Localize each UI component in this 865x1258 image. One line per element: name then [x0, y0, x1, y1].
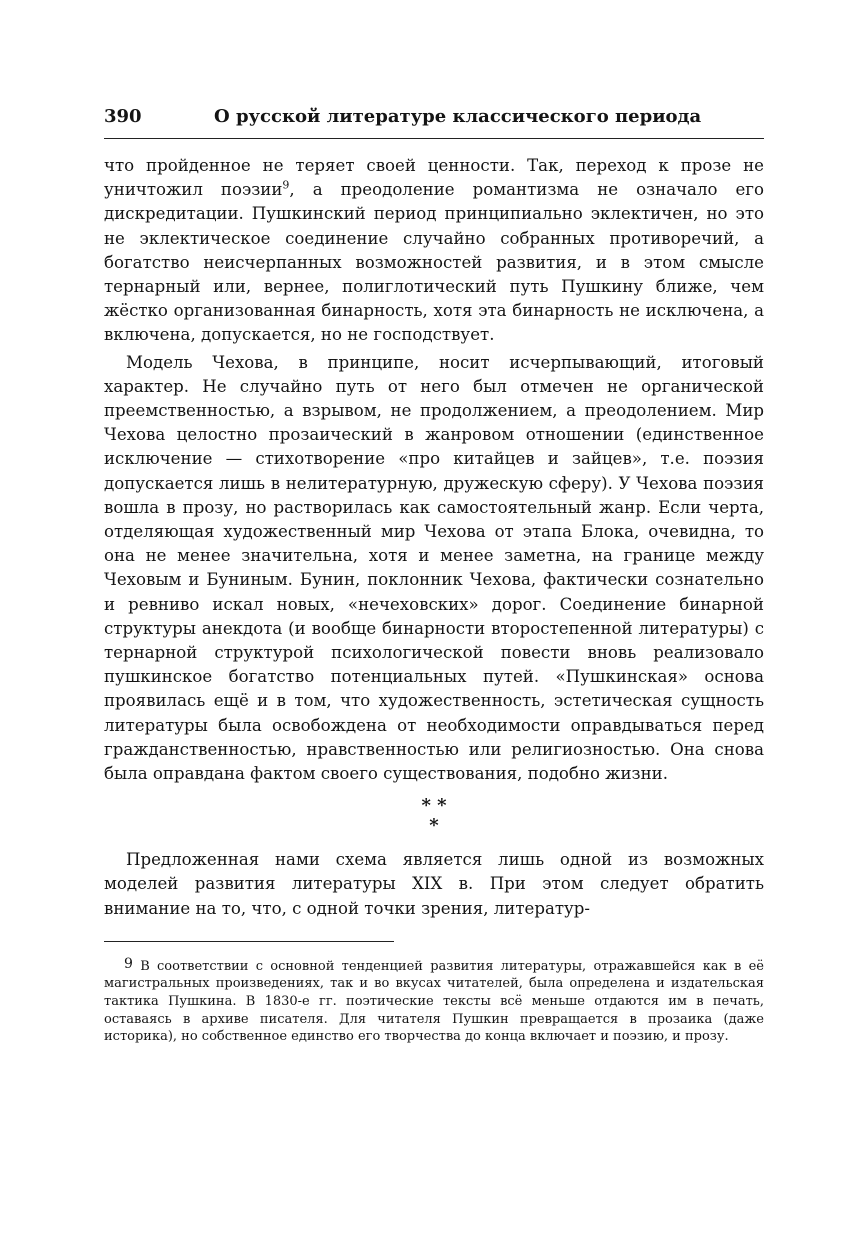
- footnote-rule: [104, 941, 394, 942]
- section-break: [104, 796, 764, 836]
- paragraph-2: Модель Чехова, в принципе, носит исчерпывающий, итоговый характер. Не случайно путь от него был отмечен не органической преемственностью, а взрывом, не продолжением, а преодолением. Мир Чехова целостно прозаический в жанровом отношении (единственное исключение — стихотворение «про китайцев и зайцев», т.е. поэзия допускается лишь в нелитературную, дружескую сферу). У Чехова поэзия вошла в прозу, но растворилась как самостоятельный жанр. Если черта, отделяющая художественный мир Чехова от этапа Блока, очевидна, то она не менее значительна, хотя и менее заметна, на границе между Чеховым и Буниным. Бунин, поклонник Чехова, фактически сознательно и ревниво искал новых, «нечеховских» дорог. Соединение бинарной структуры анекдота (и вообще бинарности второстепенной литературы) с тернарной структурой психологической повести вновь реализовало пушкинское богатство потенциальных путей. «Пушкинская» основа проявилась ещё и в том, что художественность, эстетическая сущность литературы была освобождена от необходимости оправдываться перед гражданственностью, нравственностью или религиозностью. Она снова была оправдана фактом своего существования, подобно жизни.: [104, 352, 764, 784]
- footnote-text: В соответствии с основной тенденцией развития литературы, отражавшейся как в её магистральных произведениях, так и во вкусах читателей, была определена и издательская тактика Пушкина. В 1830-е гг. поэтические тексты всё меньше отдаются им в печать, оставаясь в архиве писателя. Для читателя Пушкин превращается в прозаика (даже историка), но собственное единство его творчества до конца включает и поэзию, и прозу.: [104, 958, 765, 1045]
- running-head: [104, 98, 764, 130]
- running-title: О русской литературе классического периода: [214, 106, 702, 127]
- section-break-bottom: *: [429, 815, 439, 837]
- header-rule: [104, 138, 764, 139]
- footnote: [104, 955, 765, 1046]
- paragraph-1-text-a: что пройденное не теряет своей ценности. Так, переход к прозе не уничтожил поэзии: [104, 156, 764, 200]
- footnote-marker: 9: [124, 955, 133, 972]
- body-text: [104, 154, 764, 1046]
- paragraph-1: [104, 154, 764, 348]
- paragraph-1-text-b: , а преодоление романтизма не означало его дискредитации. Пушкинский период принципиально эклектичен, но это не эклектическое соединение случайно собранных противоречий, а богатство неисчерпанных возможностей развития, и в этом смысле тернарный или, вернее, полиглотический путь Пушкину ближе, чем жёстко организованная бинарность, хотя эта бинарность не исключена, а включена, допускается, но не господствует.: [104, 180, 764, 345]
- footnote-reference[interactable]: 9: [282, 178, 290, 192]
- book-page: [104, 98, 765, 1045]
- page-number: 390: [104, 106, 142, 127]
- paragraph-3: Предложенная нами схема является лишь одной из возможных моделей развития литературы XIX в. При этом следует обратить внимание на то, что, с одной точки зрения, литератур-: [104, 850, 764, 918]
- section-break-top: * *: [421, 795, 447, 817]
